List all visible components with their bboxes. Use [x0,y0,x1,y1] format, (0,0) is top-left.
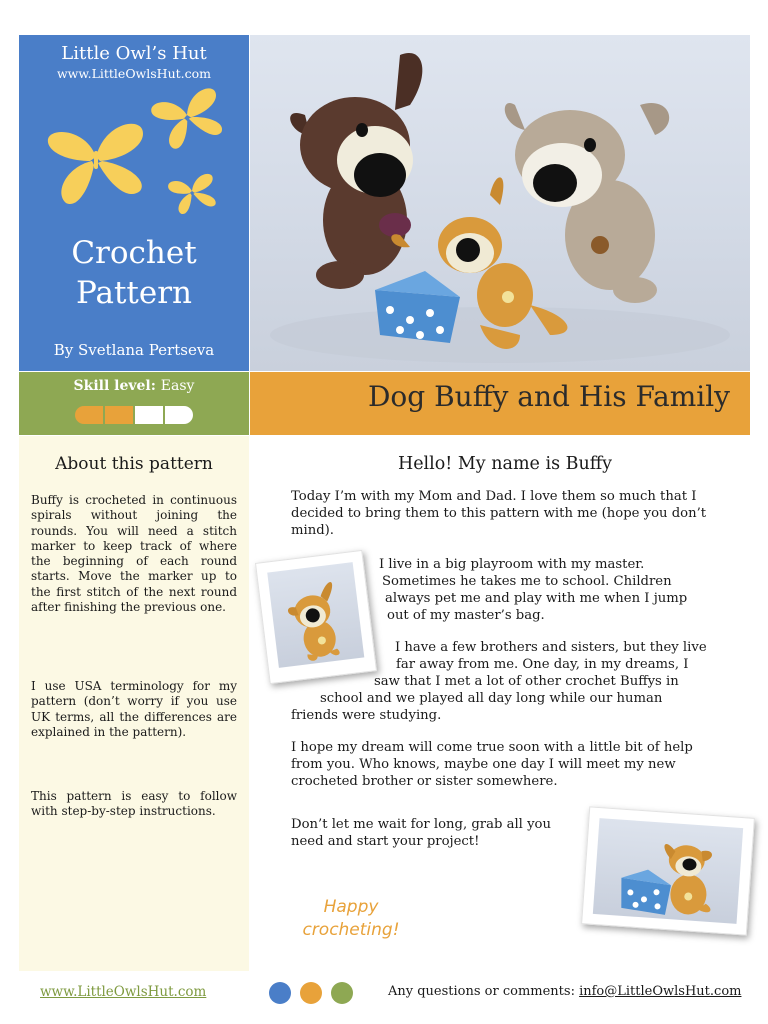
polaroid-photo-2 [581,806,755,935]
green-dot-icon [331,982,353,1004]
skill-label: Skill level [73,378,151,394]
brown-dog-illustration [290,53,422,289]
story-line: decided to bring them to this pattern with me (hope you don’t [291,506,707,521]
polaroid-photo-1 [255,550,377,684]
crochet-dogs-image [250,35,750,371]
skill-segment-3 [135,406,163,424]
heading-line-1: Crochet [71,235,197,271]
story-line: far away from me. One day, in my dreams, I [396,657,689,672]
skill-sep: : [150,378,161,394]
hero-photo [250,35,750,371]
story-line: from you. Who knows, maybe one day I will meet my new [291,757,676,772]
about-column [19,436,249,971]
story-line: Sometimes he takes me to school. Children [382,574,672,589]
happy-line-1: Happy [323,897,379,917]
title-band [250,372,750,435]
story-line: out of my master’s bag. [387,608,545,623]
story-line: Today I’m with my Mom and Dad. I love them so much that I [291,489,697,504]
story-line: I have a few brothers and sisters, but they live [395,640,707,655]
story-line: mind). [291,523,334,538]
skill-value: Easy [160,378,195,394]
butterflies-icon [44,87,229,227]
beige-dog-illustration [505,103,669,303]
author-byline: By Svetlana Pertseva [53,341,215,359]
footer-contact [388,984,741,999]
about-heading: About this pattern [55,454,213,474]
story-line: always pet me and play with me when I jump [385,591,688,606]
polaroid-image-2 [593,818,743,924]
story-line: friends were studying. [291,708,442,723]
heading-line-2: Pattern [76,275,192,311]
skill-segment-2 [105,406,133,424]
happy-line-2: crocheting! [302,920,400,940]
story-line: need and start your project! [291,834,480,849]
blue-dot-icon [269,982,291,1004]
story-line: I hope my dream will come true soon with a little bit of help [291,740,693,755]
about-paragraph-1: Buffy is crocheted in continuous spirals without joining the rounds. You will need a stitch marker to keep track of where the beginning of each round starts. Move the marker up to the first stitch of the next round after finishing the previous one. [31,493,237,615]
suitcase-illustration [375,271,460,343]
brand-url: www.LittleOwlsHut.com [56,66,212,81]
story-line: saw that I met a lot of other crochet Buffys in [374,674,679,689]
about-paragraph-3: This pattern is easy to follow with step-by-step instructions. [31,789,237,819]
story-line: I live in a big playroom with my master. [379,557,645,572]
contact-email-link[interactable]: info@LittleOwlsHut.com [579,984,742,999]
story-paragraph-5 [291,816,551,850]
story-paragraph-2 [379,556,687,624]
crochet-pattern-heading [19,233,249,313]
happy-crocheting-text [292,896,410,942]
dog-with-suitcase-icon [593,818,743,924]
polaroid-image-1 [267,562,364,668]
story-line: Don’t let me wait for long, grab all you [291,817,551,832]
footer-website-link[interactable]: www.LittleOwlsHut.com [40,984,207,1000]
contact-label: Any questions or comments: [388,984,580,999]
brand-name: Little Owl’s Hut [61,43,207,64]
story-line: school and we played all day long while our human [320,691,663,706]
skill-level-text [19,378,249,394]
story-heading: Hello! My name is Buffy [397,454,613,474]
story-line: crocheted brother or sister somewhere. [291,774,558,789]
brand-panel [19,35,249,371]
story-paragraph-4 [291,739,693,790]
about-paragraph-2: I use USA terminology for my pattern (don’t worry if you use UK terms, all the differences are explained in the pattern). [31,679,237,739]
story-paragraph-1 [291,488,706,539]
orange-dog-icon [267,562,364,668]
pattern-title: Dog Buffy and His Family [367,380,730,413]
skill-segment-4 [165,406,193,424]
orange-dot-icon [300,982,322,1004]
skill-band [19,372,249,435]
skill-segment-1 [75,406,103,424]
